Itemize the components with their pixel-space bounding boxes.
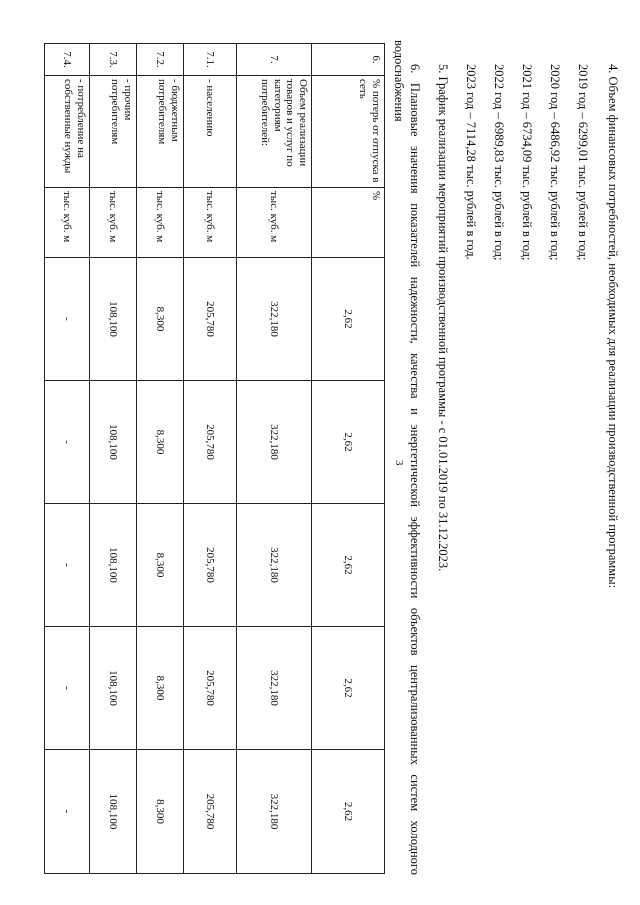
value-cell: - xyxy=(45,258,90,381)
value-cell: - xyxy=(45,750,90,874)
row-unit: тыс. куб. м xyxy=(45,188,90,258)
row-name: - бюджетным потребителям xyxy=(137,76,184,188)
value-cell: 205,780 xyxy=(184,627,237,750)
value-cell: 8,300 xyxy=(137,504,184,627)
value-cell: 8,300 xyxy=(137,258,184,381)
section-6-text: 6. Плановые значения показателей надежности, качества и энергетической эффективности объектов централизованных систем холодного водоснабжения xyxy=(392,40,422,875)
value-cell: 8,300 xyxy=(137,750,184,874)
value-cell: 322,180 xyxy=(237,627,312,750)
value-cell: - xyxy=(45,504,90,627)
table-row xyxy=(90,44,137,874)
row-number: 6. xyxy=(312,44,385,76)
value-cell: 2,62 xyxy=(312,750,385,874)
value-cell: 322,180 xyxy=(237,750,312,874)
value-cell: 205,780 xyxy=(184,504,237,627)
row-unit: % xyxy=(312,188,385,258)
value-cell: 322,180 xyxy=(237,381,312,504)
row-number: 7.1. xyxy=(184,44,237,76)
value-cell: - xyxy=(45,381,90,504)
table-row xyxy=(184,44,237,874)
value-cell: 2,62 xyxy=(312,627,385,750)
row-unit: тыс. куб. м xyxy=(90,188,137,258)
row-unit: тыс. куб. м xyxy=(237,188,312,258)
value-cell: 322,180 xyxy=(237,258,312,381)
value-cell: 322,180 xyxy=(237,504,312,627)
row-unit: тыс. куб. м xyxy=(137,188,184,258)
value-cell: 8,300 xyxy=(137,627,184,750)
row-name: - прочим потребителям xyxy=(90,76,137,188)
row-number: 7. xyxy=(237,44,312,76)
row-name: % потерь от отпуска в сеть xyxy=(312,76,385,188)
value-cell: 2,62 xyxy=(312,381,385,504)
table-row xyxy=(137,44,184,874)
value-cell: 2,62 xyxy=(312,504,385,627)
value-cell: - xyxy=(45,627,90,750)
section-5-text: 5. График реализации мероприятий производственной программы - с 01.01.2019 по 31.12.2023. xyxy=(436,64,450,572)
value-cell: 108,100 xyxy=(90,258,137,381)
section-4-item: 2022 год – 6989,83 тыс. рублей в год; xyxy=(492,64,506,261)
row-number: 7.4. xyxy=(45,44,90,76)
row-unit: тыс. куб. м xyxy=(184,188,237,258)
row-name: - потребление на собственные нужды xyxy=(45,76,90,188)
row-name: - населению xyxy=(184,76,237,188)
value-cell: 205,780 xyxy=(184,258,237,381)
indicators-table xyxy=(44,43,385,874)
section-4-item: 2023 год – 7114,28 тыс. рублей в год. xyxy=(464,64,478,260)
value-cell: 108,100 xyxy=(90,381,137,504)
value-cell: 108,100 xyxy=(90,750,137,874)
value-cell: 108,100 xyxy=(90,504,137,627)
page-number: 3 xyxy=(393,460,405,466)
section-4-item: 2021 год – 6734,09 тыс. рублей в год; xyxy=(520,64,534,261)
value-cell: 108,100 xyxy=(90,627,137,750)
section-4-item: 2020 год – 6486,92 тыс. рублей в год; xyxy=(548,64,562,261)
table-row xyxy=(237,44,312,874)
table-row xyxy=(45,44,90,874)
section-4-heading: 4. Объем финансовых потребностей, необходимых для реализации производственной программы: xyxy=(606,64,620,589)
value-cell: 205,780 xyxy=(184,381,237,504)
value-cell: 205,780 xyxy=(184,750,237,874)
row-number: 7.3. xyxy=(90,44,137,76)
table-row xyxy=(312,44,385,874)
value-cell: 8,300 xyxy=(137,381,184,504)
row-name: Объем реализации товаров и услуг по категориям потребителей: xyxy=(237,76,312,188)
value-cell: 2,62 xyxy=(312,258,385,381)
row-number: 7.2. xyxy=(137,44,184,76)
section-4-item: 2019 год – 6299,01 тыс. рублей в год; xyxy=(576,64,590,261)
